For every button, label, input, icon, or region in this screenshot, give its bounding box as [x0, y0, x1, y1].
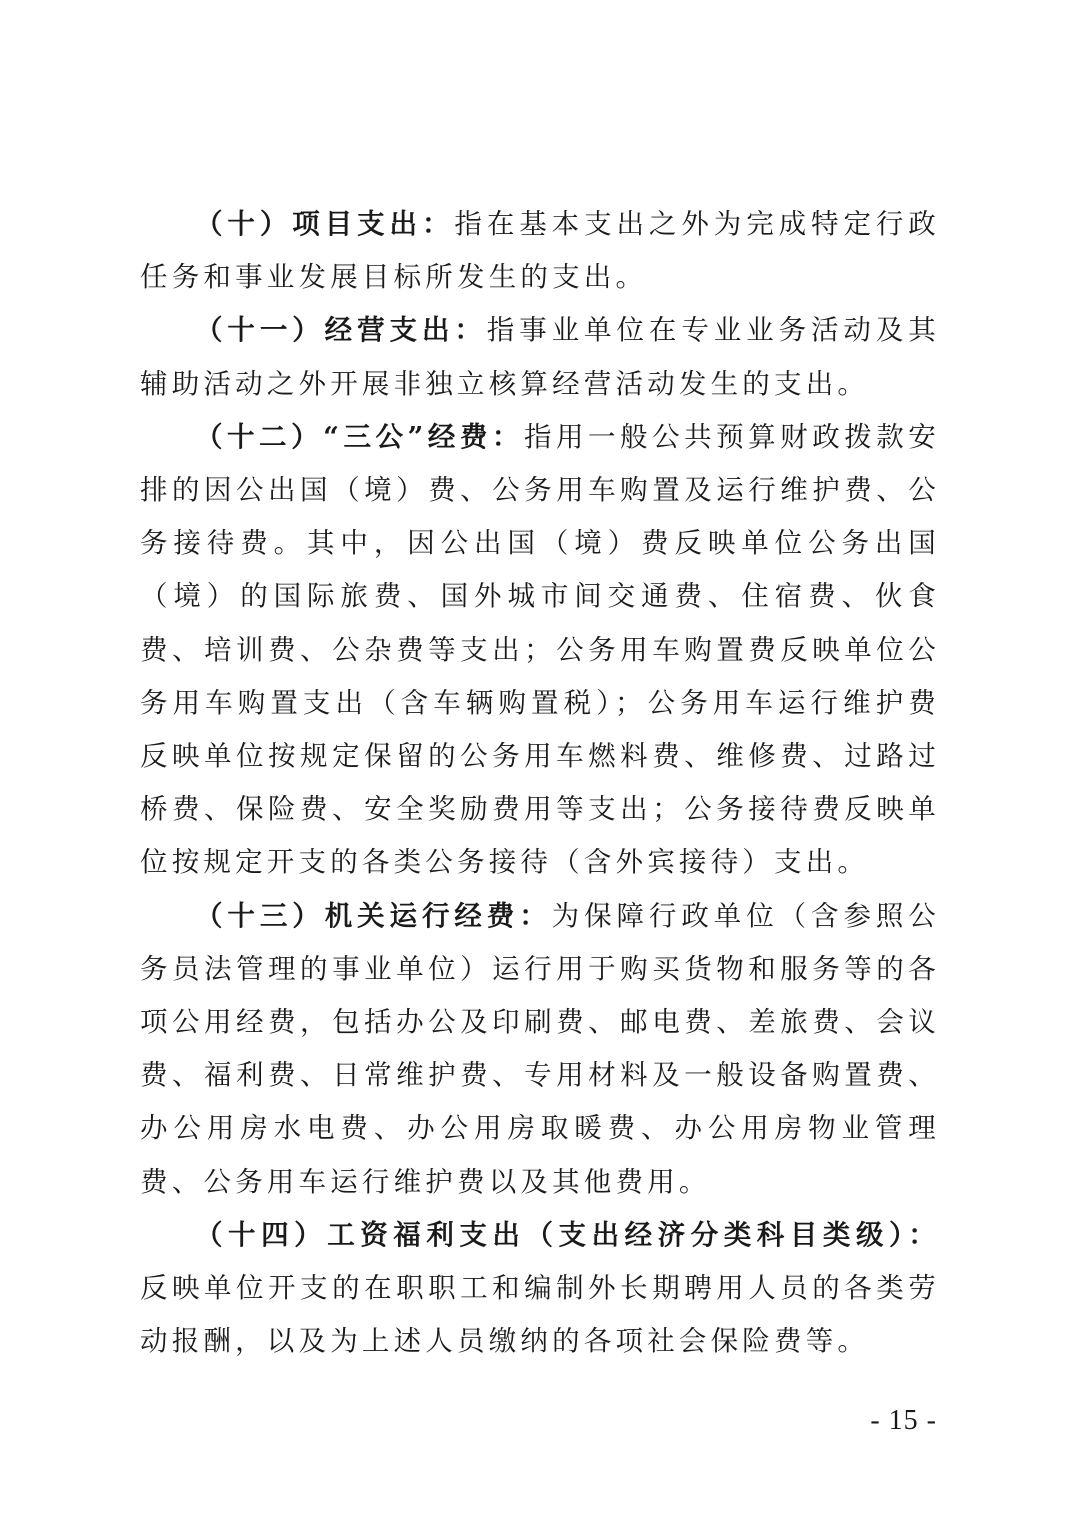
paragraph-salary-welfare-expenditure — [140, 1209, 940, 1369]
paragraph-agency-operating-funds — [140, 890, 940, 1209]
paragraph-three-public-expenses — [140, 411, 940, 890]
paragraph-text: 指在基本支出之外为完成特定行政任务和事业发展目标所发生的支出。 — [140, 208, 941, 294]
paragraph-heading: （十四）工资福利支出（支出经济分类科目类级）： — [195, 1218, 940, 1251]
paragraph-operating-expenditure — [140, 304, 940, 410]
page-number: - 15 - — [870, 1405, 937, 1436]
paragraph-heading: （十一）经营支出： — [195, 314, 487, 347]
paragraph-text: 指用一般公共预算财政拨款安排的因公出国（境）费、公务用车购置及运行维护费、公务接待费。其中，因公出国（境）费反映单位公务出国（境）的国际旅费、国外城市间交通费、住宿费、伙食费、培训费、公杂费等支出；公务用车购置费反映单位公务用车购置支出（含车辆购置税）；公务用车运行维护费反映单位按规定保留的公务用车燃料费、维修费、过路过桥费、保险费、安全奖励费用等支出；公务接待费反映单位按规定开支的各类公务接待（含外宾接待）支出。 — [140, 420, 940, 879]
paragraph-heading: （十二）“三公”经费： — [195, 420, 524, 453]
paragraph-project-expenditure — [140, 198, 940, 304]
paragraph-heading: （十）项目支出： — [195, 208, 455, 240]
paragraph-text: 反映单位开支的在职职工和编制外长期聘用人员的各类劳动报酬，以及为上述人员缴纳的各项社会保险费等。 — [140, 1272, 940, 1358]
paragraph-heading: （十三）机关运行经费： — [195, 899, 552, 932]
paragraph-text: 为保障行政单位（含参照公务员法管理的事业单位）运行用于购买货物和服务等的各项公用经费，包括办公及印刷费、邮电费、差旅费、会议费、福利费、日常维护费、专用材料及一般设备购置费、办公用房水电费、办公用房取暖费、办公用房物业管理费、公务用车运行维护费以及其他费用。 — [140, 899, 941, 1198]
document-body — [140, 198, 940, 1368]
paragraph-text: 指事业单位在专业业务活动及其辅助活动之外开展非独立核算经营活动发生的支出。 — [140, 314, 940, 400]
